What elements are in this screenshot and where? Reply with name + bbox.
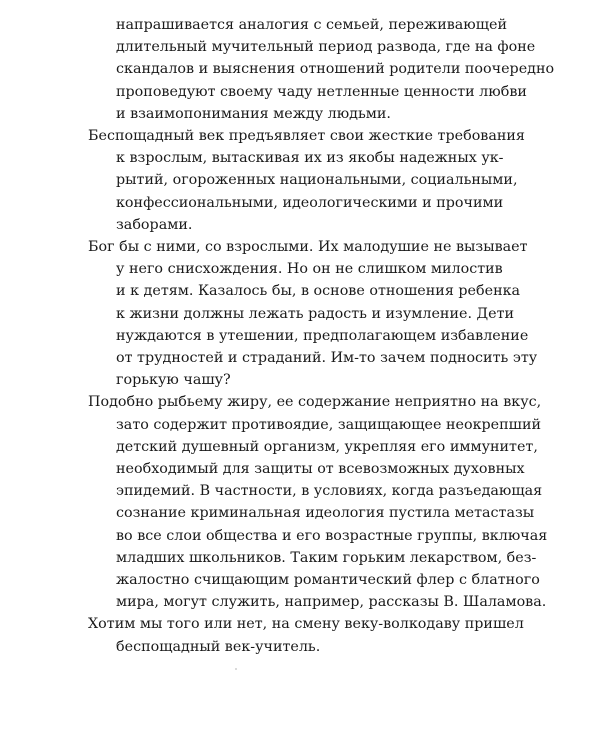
text-line: зато содержит противоядие, защищающее неокрепший: [116, 416, 542, 433]
paragraph-fish-oil: [88, 391, 548, 613]
text-line: беспощадный век-учитель.: [116, 638, 321, 655]
body-text: [88, 14, 555, 658]
paragraph-children: [88, 236, 538, 391]
text-line: детский душевный организм, укрепляя его иммунитет,: [116, 438, 538, 455]
text-line: рытий, огороженных национальными, социальными,: [116, 172, 518, 189]
text-line: во все слои общества и его возрастные группы, включая: [116, 527, 548, 544]
text-line: скандалов и выяснения отношений родители поочередно: [116, 61, 555, 78]
text-line: и взаимопонимания между людьми.: [116, 105, 391, 122]
text-line: Беспощадный век предъявляет свои жесткие требования: [88, 128, 525, 145]
text-line: к взрослым, вытаскивая их из якобы надежных ук-: [116, 150, 504, 167]
text-line: конфессиональными, идеологическими и прочими: [116, 194, 504, 211]
text-line: проповедуют своему чаду нетленные ценности любви: [116, 83, 527, 100]
text-line: сознание криминальная идеология пустила метастазы: [116, 505, 535, 522]
text-line: длительный мучительный период развода, где на фоне: [116, 39, 536, 56]
text-line: Хотим мы того или нет, на смену веку-волкодаву пришел: [88, 616, 524, 633]
text-line: нуждаются в утешении, предполагающем избавление: [116, 327, 529, 344]
text-line: и к детям. Казалось бы, в основе отношения ребенка: [116, 283, 521, 300]
paragraph-cruel-century: [88, 125, 525, 236]
text-line: к жизни должны лежать радость и изумление. Дети: [116, 305, 515, 322]
print-speck: [235, 668, 237, 670]
paragraph-continuation: [88, 14, 555, 125]
text-line: мира, могут служить, например, рассказы В. Шаламова.: [116, 594, 547, 611]
text-line: горькую чашу?: [116, 372, 231, 389]
paragraph-teacher-century: [88, 613, 524, 657]
text-line: необходимый для защиты от всевозможных духовных: [116, 461, 525, 478]
text-line: младших школьников. Таким горьким лекарством, без-: [116, 549, 537, 566]
text-line: от трудностей и страданий. Им-то зачем подносить эту: [116, 350, 538, 367]
text-line: заборами.: [116, 216, 193, 233]
text-line: Бог бы с ними, со взрослыми. Их малодушие не вызывает: [88, 239, 528, 256]
text-line: жалостно счищающим романтический флер с блатного: [116, 572, 540, 589]
text-line: Подобно рыбьему жиру, ее содержание неприятно на вкус,: [88, 394, 542, 411]
text-line: у него снисхождения. Но он не слишком милостив: [116, 261, 503, 278]
text-line: напрашивается аналогия с семьей, переживающей: [116, 17, 508, 33]
text-line: эпидемий. В частности, в условиях, когда разъедающая: [116, 483, 543, 500]
